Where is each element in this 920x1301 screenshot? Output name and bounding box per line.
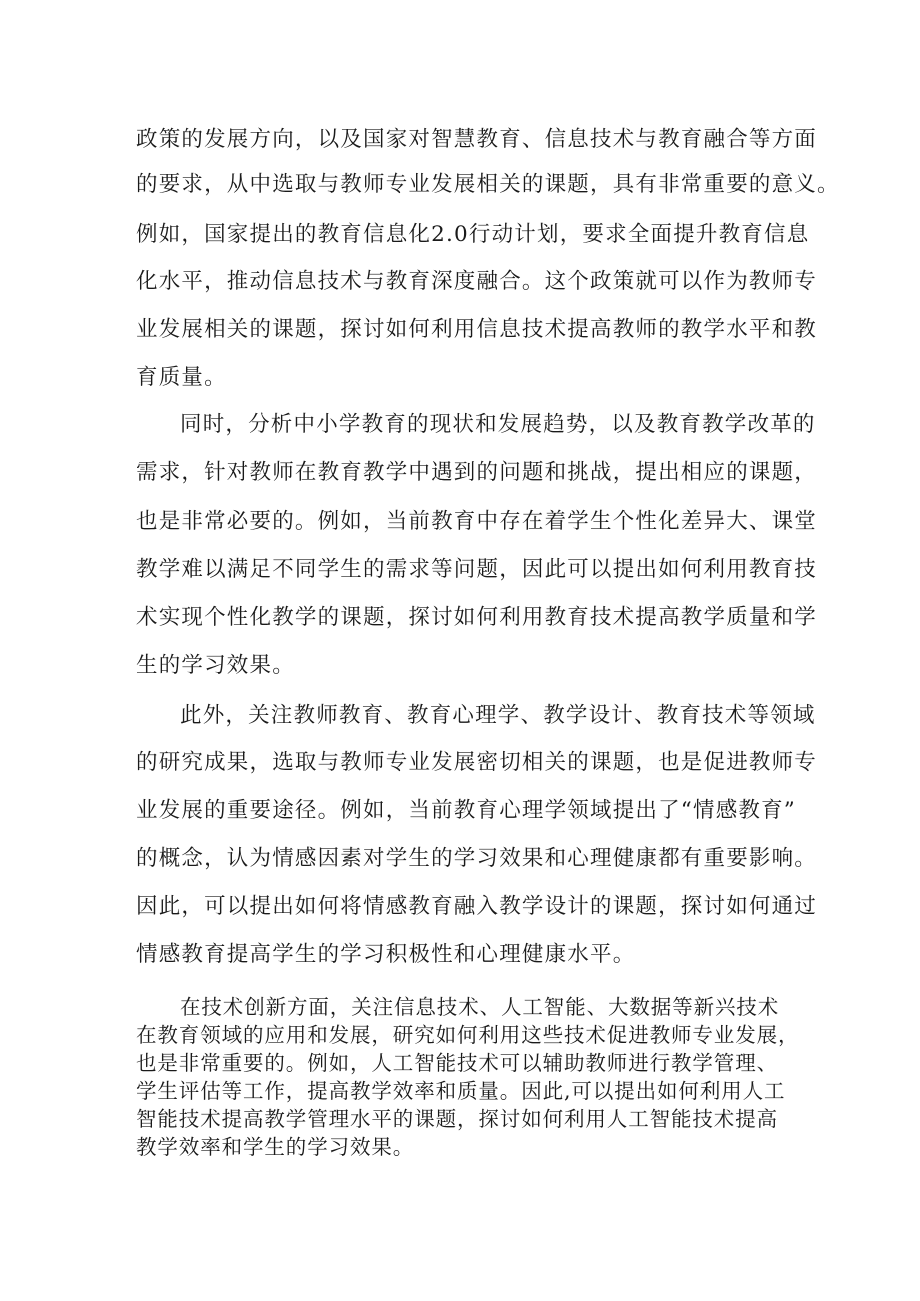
paragraph-line: 育质量。	[136, 365, 227, 390]
paragraph-line: 此外，关注教师教育、教育心理学、教学设计、教育技术等领域	[180, 703, 816, 728]
paragraph-line: 政策的发展方向，以及国家对智慧教育、信息技术与教育融合等方面	[136, 127, 818, 152]
paragraph-line: 的研究成果，选取与教师专业发展密切相关的课题，也是促进教师专	[136, 750, 818, 775]
paragraph-line: 化水平，推动信息技术与教育深度融合。这个政策就可以作为教师专	[136, 269, 818, 294]
paragraph-line: 的概念，认为情感因素对学生的学习效果和心理健康都有重要影响。	[136, 846, 818, 871]
paragraph-line: 需求，针对教师在教育教学中遇到的问题和挑战，提出相应的课题，	[136, 460, 818, 485]
paragraph-line: 在技术创新方面，关注信息技术、人工智能、大数据等新兴技术	[180, 995, 780, 1019]
paragraph-line: 因此，可以提出如何将情感教育融入教学设计的课题，探讨如何通过	[136, 894, 818, 919]
paragraph-line: 的要求，从中选取与教师专业发展相关的课题，具有非常重要的意义。	[136, 172, 840, 197]
paragraph-line: 学生评估等工作，提高教学效率和质量。因此,可以提出如何利用人工	[136, 1079, 786, 1103]
paragraph-line: 术实现个性化教学的课题，探讨如何利用教育技术提高教学质量和学	[136, 605, 818, 630]
paragraph-line: 在教育领域的应用和发展，研究如何利用这些技术促进教师专业发展，	[136, 1023, 800, 1047]
paragraph-line: 情感教育提高学生的学习积极性和心理健康水平。	[136, 942, 636, 967]
paragraph-line: 也是非常重要的。例如，人工智能技术可以辅助教师进行教学管理、	[136, 1051, 778, 1075]
paragraph-line: 例如，国家提出的教育信息化2.0行动计划，要求全面提升教育信息	[136, 222, 810, 247]
paragraph-line: 业发展的重要途径。例如，当前教育心理学领域提出了“情感教育”	[136, 798, 796, 823]
paragraph-line: 教学难以满足不同学生的需求等问题，因此可以提出如何利用教育技	[136, 557, 818, 582]
paragraph-line: 也是非常必要的。例如，当前教育中存在着学生个性化差异大、课堂	[136, 509, 818, 534]
paragraph-line: 智能技术提高教学管理水平的课题，探讨如何利用人工智能技术提高	[136, 1107, 778, 1131]
paragraph-line: 同时，分析中小学教育的现状和发展趋势，以及教育教学改革的	[180, 412, 816, 437]
paragraph-line: 教学效率和学生的学习效果。	[136, 1135, 415, 1159]
paragraph-line: 业发展相关的课题，探讨如何利用信息技术提高教师的教学水平和教	[136, 317, 818, 342]
paragraph-line: 生的学习效果。	[136, 653, 295, 678]
